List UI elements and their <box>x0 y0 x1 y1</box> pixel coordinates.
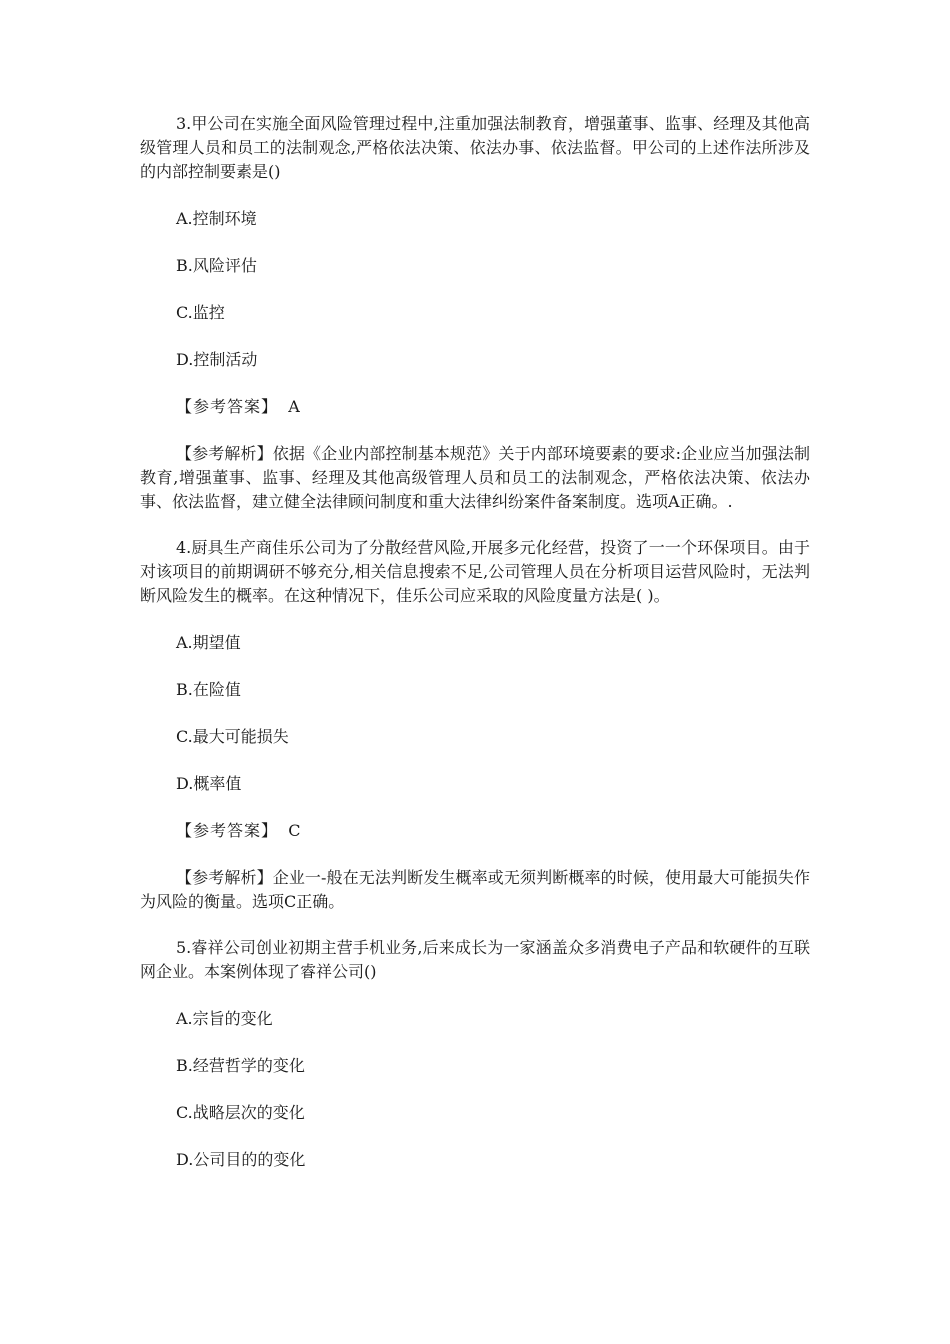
answer-label: 【参考答案】 <box>176 397 279 416</box>
question-5-option-a: A.宗旨的变化 <box>176 1009 273 1028</box>
question-4-stem: 4.厨具生产商佳乐公司为了分散经营风险,开展多元化经营，投资了一一个环保项目。由于对该项目的前期调研不够充分,相关信息搜索不足,公司管理人员在分析项目运营风险时，无法判断风险发生的概率。在这种情况下，佳乐公司应采取的风险度量方法是( )。 <box>140 538 810 605</box>
question-3-option-d: D.控制活动 <box>176 350 258 369</box>
question-3-analysis <box>140 442 810 514</box>
question-4-option-c: C.最大可能损失 <box>176 727 289 746</box>
answer-label: 【参考答案】 <box>176 821 279 840</box>
question-3-stem: 3.甲公司在实施全面风险管理过程中,注重加强法制教育，增强董事、监事、经理及其他高级管理人员和员工的法制观念,严格依法决策、依法办事、依法监督。甲公司的上述作法所涉及的内部控制要素是() <box>140 114 810 181</box>
question-3-option-a: A.控制环境 <box>176 209 257 228</box>
question-4-analysis <box>140 866 810 914</box>
analysis-label: 【参考解析】 <box>176 444 273 463</box>
question-3-answer <box>140 395 810 419</box>
question-5-option-c: C.战略层次的变化 <box>176 1103 305 1122</box>
question-3-option-c: C.监控 <box>176 303 225 322</box>
document-page <box>140 112 810 1172</box>
question-4-option-a: A.期望值 <box>176 633 241 652</box>
question-4-option-b: B.在险值 <box>176 680 241 699</box>
question-4-option-d: D.概率值 <box>176 774 242 793</box>
answer-value: A <box>288 397 300 416</box>
question-5-stem: 5.睿祥公司创业初期主营手机业务,后来成长为一家涵盖众多消费电子产品和软硬件的互联网企业。本案例体现了睿祥公司() <box>140 938 810 981</box>
analysis-text: 企业一-般在无法判断发生概率或无须判断概率的时候，使用最大可能损失作为风险的衡量。选项C正确。 <box>140 868 810 911</box>
answer-value: C <box>288 821 301 840</box>
question-4-answer <box>140 819 810 843</box>
analysis-text: 依据《企业内部控制基本规范》关于内部环境要素的要求:企业应当加强法制教育,增强董事、监事、经理及其他高级管理人员和员工的法制观念，严格依法决策、依法办事、依法监督，建立健全法律顾问制度和重大法律纠纷案件备案制度。选项A正确。. <box>140 444 810 511</box>
analysis-label: 【参考解析】 <box>176 868 273 887</box>
question-5-option-b: B.经营哲学的变化 <box>176 1056 305 1075</box>
question-5-option-d: D.公司目的的变化 <box>176 1150 306 1169</box>
question-3-option-b: B.风险评估 <box>176 256 257 275</box>
